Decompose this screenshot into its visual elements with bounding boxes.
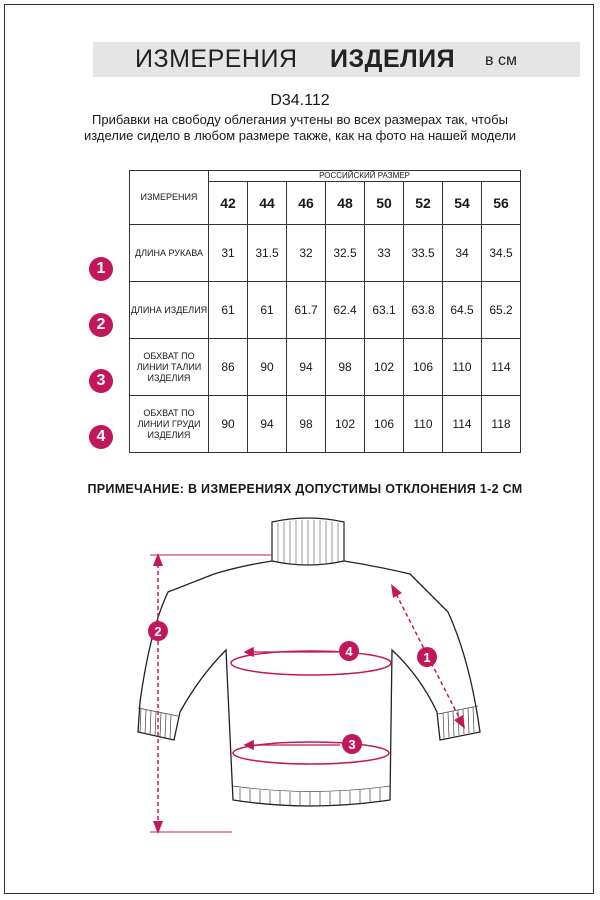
product-code: D34.112 xyxy=(270,92,330,109)
tolerance-note: ПРИМЕЧАНИЕ: В ИЗМЕРЕНИЯХ ДОПУСТИМЫ ОТКЛОНЕНИЯ 1-2 СМ xyxy=(87,482,523,496)
table-row xyxy=(130,339,521,396)
length-measure-line xyxy=(150,555,272,832)
measurement-badge-1: 1 xyxy=(89,257,113,281)
size-header: 56 xyxy=(482,182,521,225)
sweater-outline xyxy=(138,561,480,806)
cell: 61.7 xyxy=(287,282,326,339)
cell: 86 xyxy=(209,339,248,396)
cell: 114 xyxy=(443,396,482,453)
cell: 102 xyxy=(365,339,404,396)
measurement-badge-2: 2 xyxy=(89,313,113,337)
fit-description: Прибавки на свободу облегания учтены во всех размерах так, чтобы изделие сидело в любом размере также, как на фото на нашей модели xyxy=(83,112,517,143)
corner-label: ИЗМЕРЕНИЯ xyxy=(130,171,209,225)
marker-1 xyxy=(417,647,437,667)
row-label: ДЛИНА РУКАВА xyxy=(130,225,209,282)
cell: 34 xyxy=(443,225,482,282)
cell: 114 xyxy=(482,339,521,396)
measurement-badge-4: 4 xyxy=(89,425,113,449)
cell: 62.4 xyxy=(326,282,365,339)
chest-girth-ellipse xyxy=(231,651,391,675)
cell: 94 xyxy=(248,396,287,453)
garment-diagram xyxy=(0,500,600,840)
cell: 98 xyxy=(287,396,326,453)
cell: 102 xyxy=(326,396,365,453)
size-header: 48 xyxy=(326,182,365,225)
size-header: 42 xyxy=(209,182,248,225)
row-label: ОБХВАТ ПО ЛИНИИ ТАЛИИ ИЗДЕЛИЯ xyxy=(130,339,209,396)
cell: 31.5 xyxy=(248,225,287,282)
cell: 33 xyxy=(365,225,404,282)
cell: 32.5 xyxy=(326,225,365,282)
size-header: 44 xyxy=(248,182,287,225)
cell: 61 xyxy=(209,282,248,339)
marker-4 xyxy=(339,641,359,661)
cell: 90 xyxy=(209,396,248,453)
cell: 118 xyxy=(482,396,521,453)
cell: 106 xyxy=(365,396,404,453)
size-system-label: РОССИЙСКИЙ РАЗМЕР xyxy=(209,171,521,182)
arrow-head xyxy=(391,584,402,598)
measurement-badge-3: 3 xyxy=(89,369,113,393)
cell: 34.5 xyxy=(482,225,521,282)
size-table xyxy=(129,170,521,453)
cell: 63.8 xyxy=(404,282,443,339)
marker-1-label: 1 xyxy=(423,650,431,665)
cell: 61 xyxy=(248,282,287,339)
cell: 31 xyxy=(209,225,248,282)
size-header: 52 xyxy=(404,182,443,225)
title-bold: ИЗДЕЛИЯ xyxy=(330,45,456,73)
size-header: 46 xyxy=(287,182,326,225)
table-row xyxy=(130,282,521,339)
row-label: ДЛИНА ИЗДЕЛИЯ xyxy=(130,282,209,339)
cell: 33.5 xyxy=(404,225,443,282)
cell: 90 xyxy=(248,339,287,396)
cell: 98 xyxy=(326,339,365,396)
cell: 106 xyxy=(404,339,443,396)
marker-3-label: 3 xyxy=(348,737,356,752)
marker-2 xyxy=(148,621,168,641)
row-label: ОБХВАТ ПО ЛИНИИ ГРУДИ ИЗДЕЛИЯ xyxy=(130,396,209,453)
table-row xyxy=(130,225,521,282)
size-header: 50 xyxy=(365,182,404,225)
cell: 65.2 xyxy=(482,282,521,339)
marker-2-label: 2 xyxy=(154,624,162,639)
marker-4-label: 4 xyxy=(345,644,353,659)
cell: 110 xyxy=(404,396,443,453)
table-row xyxy=(130,396,521,453)
cell: 32 xyxy=(287,225,326,282)
title-regular: ИЗМЕРЕНИЯ xyxy=(135,45,298,73)
size-header: 54 xyxy=(443,182,482,225)
unit-label: в см xyxy=(485,52,517,69)
marker-3 xyxy=(342,734,362,754)
cell: 64.5 xyxy=(443,282,482,339)
collar-ribbing xyxy=(278,520,338,565)
cell: 110 xyxy=(443,339,482,396)
cell: 63.1 xyxy=(365,282,404,339)
cell: 94 xyxy=(287,339,326,396)
